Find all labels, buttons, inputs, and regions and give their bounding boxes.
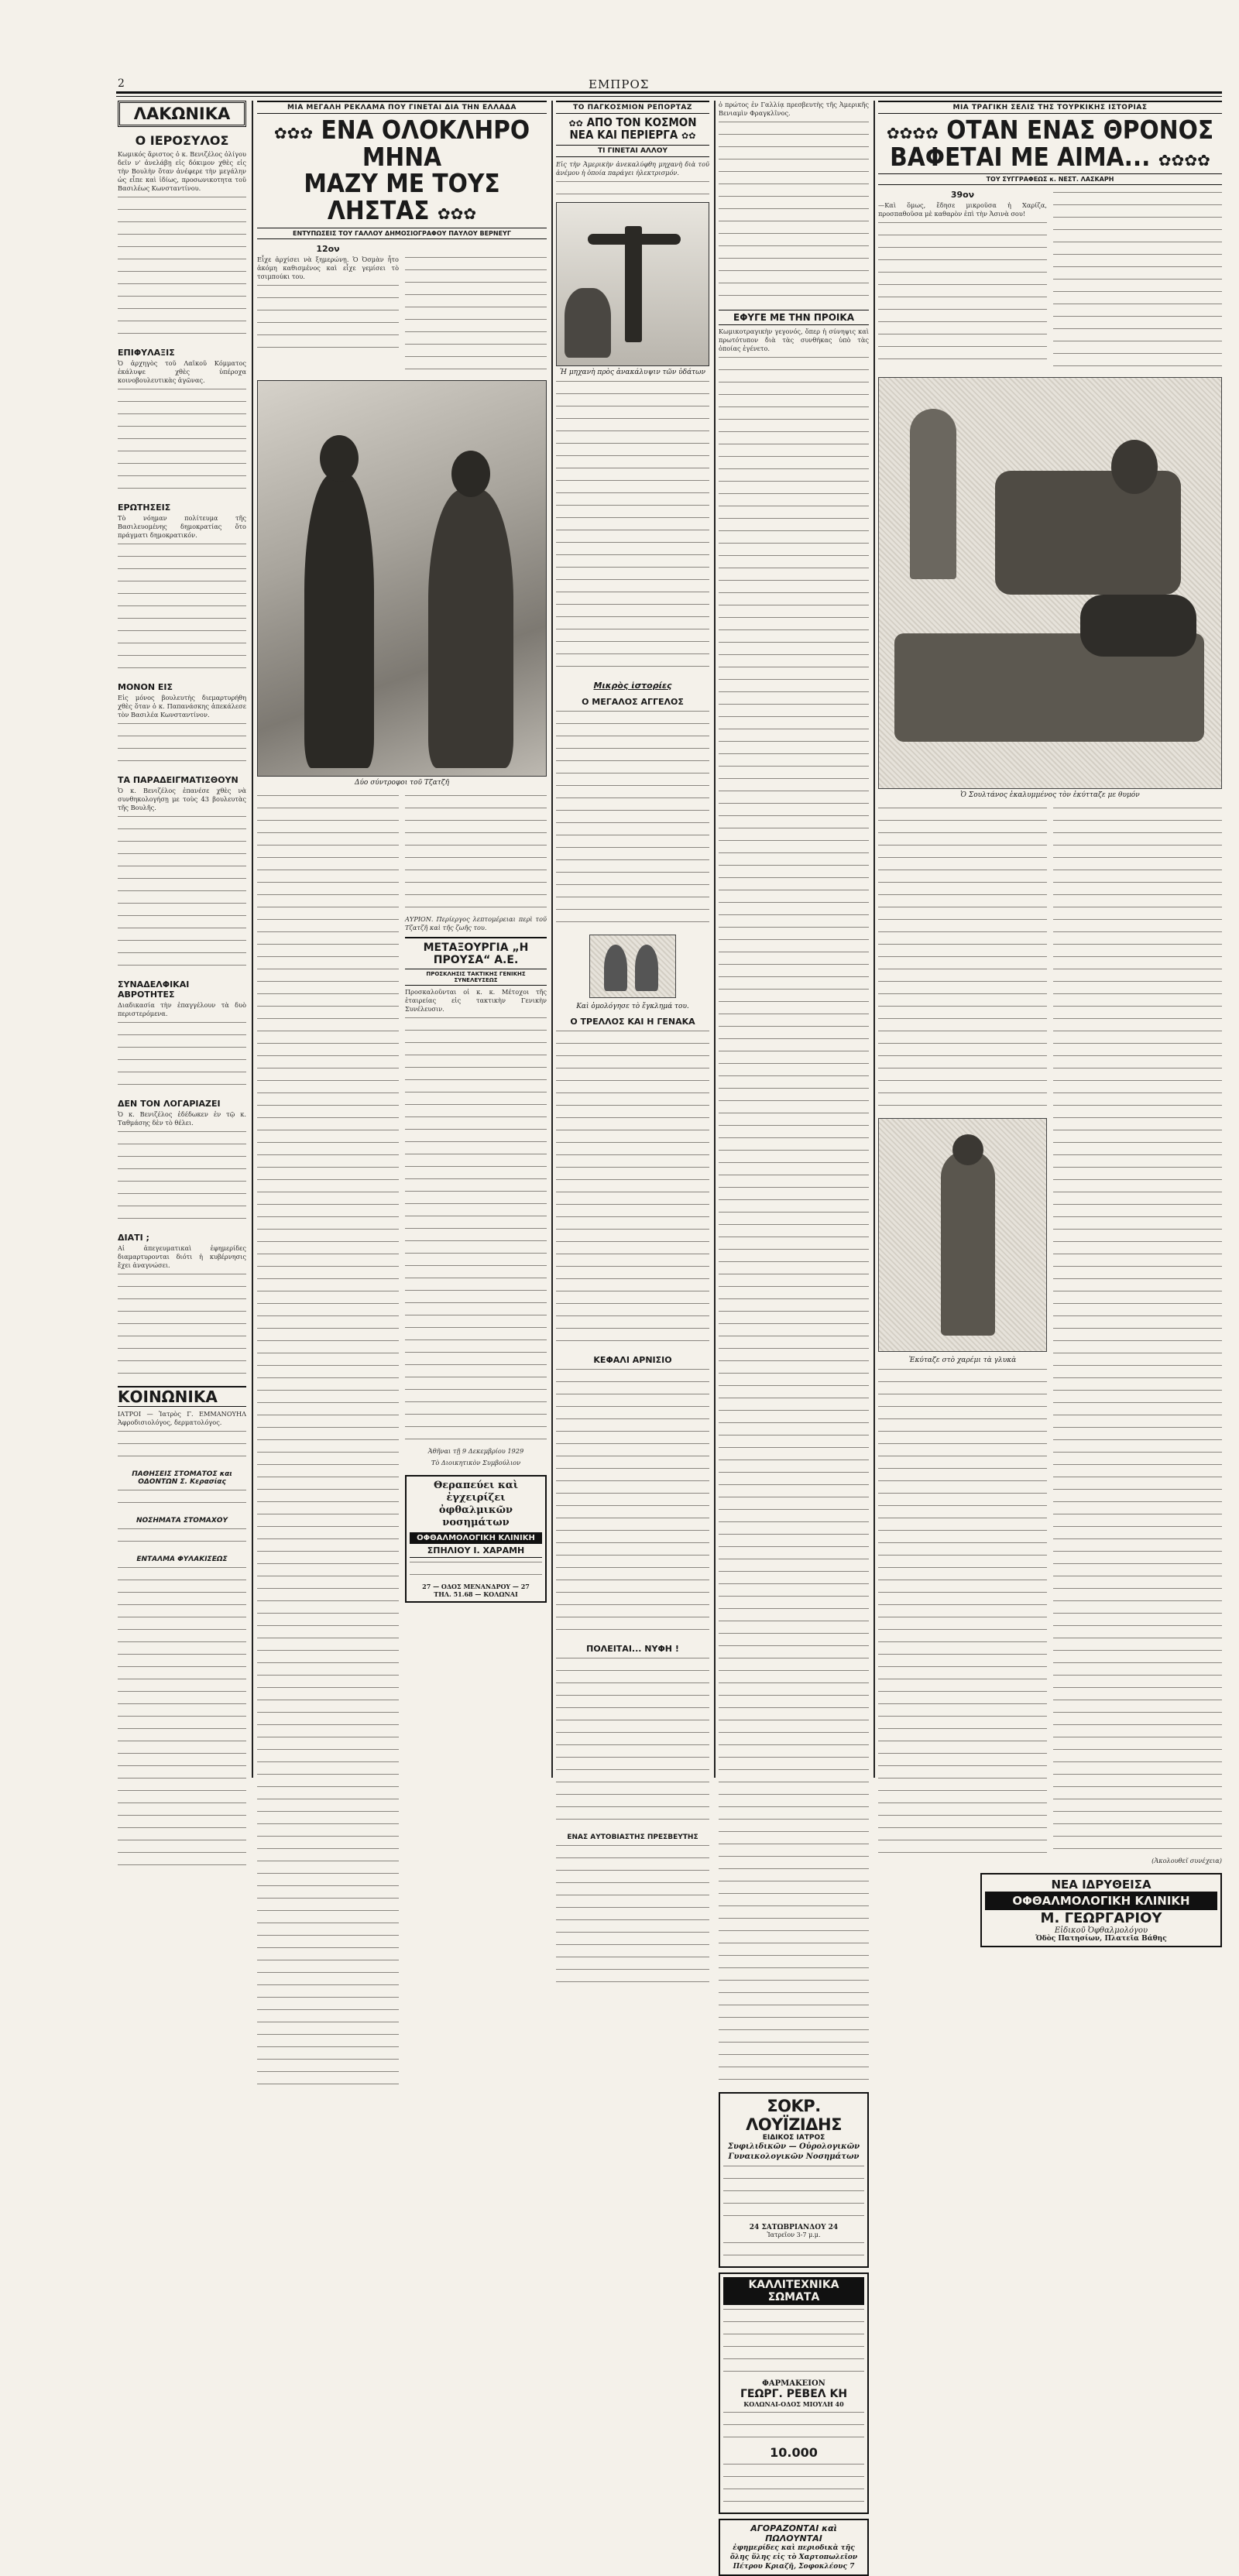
clinic-ad-phone: ΤΗΛ. 51.68 — ΚΟΛΩΝΑΙ xyxy=(434,1590,518,1598)
section-title: ΣΥΝΑΔΕΛΦΙΚΑΙ ΑΒΡΟΤΗΤΕΣ xyxy=(118,979,190,1000)
section-title: Ο ΙΕΡΟΣΥΛΟΣ xyxy=(135,133,229,148)
kicker: ΜΙΑ ΜΕΓΑΛΗ ΡΕΚΛΑΜΑ ΠΟΥ ΓΙΝΕΤΑΙ ΔΙΑ ΤΗΝ ΕΛΛΑΔΑ xyxy=(257,101,547,114)
headline-line-1: ✿✿ ΑΠΟ ΤΟΝ ΚΟΣΜΟΝ xyxy=(568,115,697,129)
section-lead: Ὁ κ. Βενιζέλος ἐπανέσε χθὲς νὰ συνθηκολογήσῃ με τοὺς 43 βουλευτὰς τῆς Βουλῆς. xyxy=(118,787,246,811)
photo-caption: Δύο σύντροφοι τοῦ Τζατζῆ xyxy=(354,778,450,787)
doctor-title: ΕΙΔΙΚΟΣ ΙΑΤΡΟΣ xyxy=(762,2134,825,2142)
masthead-rule-thin xyxy=(116,96,1222,97)
company-ad-signoff: Τὸ Διοικητικὸν Συμβούλιον xyxy=(431,1458,521,1466)
kicker: ΜΙΑ ΤΡΑΓΙΚΗ ΣΕΛΙΣ ΤΗΣ ΤΟΥΡΚΙΚΗΣ ΙΣΤΟΡΙΑΣ xyxy=(878,101,1222,114)
section-title: ΕΠΙΦΥΛΑΞΙΣ xyxy=(118,348,175,358)
newspaper-title: ΕΜΠΡΟΣ xyxy=(589,77,650,91)
headline-line-2: ΝΕΑ ΚΑΙ ΠΕΡΙΕΡΓΑ ✿✿ xyxy=(569,127,696,142)
col4-lead: ὁ πρώτος ἐν Γαλλίᾳ πρεσβευτὴς τῆς Ἀμερικῆς Βενιαμὶν Φραγκλῖνος. xyxy=(719,101,869,117)
subhead: ΤΙ ΓΙΝΕΤΑΙ ΑΛΛΟΥ xyxy=(556,145,709,157)
column-divider xyxy=(873,101,875,1778)
section-title: ΚΕΦΑΛΙ ΑΡΝΙΣΙΟ xyxy=(593,1354,672,1365)
illustration-caption: Ὁ Σουλτάνος ἐκαλυμμένος τὸν ἐκύτταζε με θυμόν xyxy=(960,791,1140,800)
headline-text-2: ΜΑΖΥ ΜΕ ΤΟΥΣ ΛΗΣΤΑΣ xyxy=(304,168,500,225)
kicker: ΤΟ ΠΑΓΚΟΣΜΙΟΝ ΡΕΠΟΡΤΑΖ xyxy=(556,101,709,114)
company-ad-date: Ἀθῆναι τῇ 9 Δεκεμβρίου 1929 xyxy=(427,1446,524,1455)
section-lead: Κωμικός ἄριστος ὁ κ. Βενιζέλος ὀλίγου δεῖν ν' ἀνελάβῃ εἰς δόκιμον χθὲς εἰς τὴν Βουλὴν ὅταν ἀνέφερε τὴν μεγάλην ὡς εἶπε καὶ ἰδίως, προσωνικοτητα τοῦ Βασιλέως Κωνσταντίνου. xyxy=(118,150,246,192)
section-title: ΕΡΩΤΗΣΕΙΣ xyxy=(118,503,171,513)
section-lead: Διαδικασία τὴν ἐπαγγέλουν τὰ δυὸ περιστερόμενα. xyxy=(118,1001,246,1017)
column-divider xyxy=(551,101,553,1778)
bandits-photo xyxy=(257,380,547,777)
clinic-address: Ὁδὸς Πατησίων, Πλατεῖα Βάθης xyxy=(1035,1935,1167,1943)
clinic-ad-name: ΟΦΘΑΛΜΟΛΟΓΙΚΗ ΚΛΙΝΙΚΗ xyxy=(410,1532,542,1544)
story-lead: Εἶχε ἀρχίσει νὰ ξημερώνῃ. Ὁ Ὀσμὰν ἦτο ἀκόμη καθισμένος καὶ εἶχε γεμίσει τὸ τσιμπούκι του. xyxy=(257,255,399,280)
clinic-title: ΟΦΘΑΛΜΟΛΟΓΙΚΗ ΚΛΙΝΙΚΗ xyxy=(985,1892,1217,1910)
pharmacy-ad xyxy=(719,2272,869,2514)
subhead: ΕΝΤΥΠΩΣΕΙΣ ΤΟΥ ΓΑΛΛΟΥ ΔΗΜΟΣΙΟΓΡΑΦΟΥ ΠΑΥΛΟΥ ΒΕΡΝΕΥΓ xyxy=(257,228,547,239)
section-title: ΔΙΑΤΙ ; xyxy=(118,1233,149,1243)
ad-title: ΠΑΘΗΣΕΙΣ ΣΤΟΜΑΤΟΣ και ΟΔΟΝΤΩΝ Σ. Κερασίας xyxy=(132,1470,232,1486)
headline-line-2: ΒΑΦΕΤΑΙ ΜΕ ΑΙΜΑ... ✿✿✿✿ xyxy=(890,141,1210,172)
subhead: ΤΟΥ ΣΥΓΓΡΑΦΕΩΣ κ. ΝΕΣΤ. ΛΑΣΚΑΡΗ xyxy=(878,173,1222,185)
section-lead: Ὁ κ. Βενιζέλος ἐδέδωκεν ἐν τῷ κ. Ταθμάσης δὲν τὸ θέλει. xyxy=(118,1110,246,1127)
section-title: Ο ΤΡΕΛΛΟΣ ΚΑΙ Η ΓΕΝΑΚΑ xyxy=(570,1016,695,1027)
installment: 12ον xyxy=(316,243,340,254)
clinic-doctor: Μ. ΓΕΩΡΓΑΡΙΟΥ xyxy=(1040,1910,1162,1927)
column-divider xyxy=(252,101,253,1778)
story-ending: ΑΥΡΙΟΝ. Περίεργος λεπτομέρειαι περὶ τοῦ Τζατζῆ καὶ τῆς ζωῆς του. xyxy=(405,914,547,931)
company-ad-lead: Προσκαλοῦνται οἱ κ. κ. Μέτοχοι τῆς ἑταιρείας εἰς τακτικὴν Γενικὴν Συνέλευσιν. xyxy=(405,987,547,1013)
doctor-address: 24 ΣΑΤΩΒΡΙΑΝΔΟΥ 24 xyxy=(749,2224,839,2231)
section-lead: Εἰς μόνος βουλευτὴς διεμαρτυρήθη χθὲς ὅταν ὁ κ. Παπανάσκης ἀπεκάλεσε τὸν Βασιλέα Κωνσταντίνον. xyxy=(118,694,246,719)
buy-sell-title: ΑΓΟΡΑΖΟΝΤΑΙ καὶ ΠΩΛΟΥΝΤΑΙ xyxy=(750,2523,837,2543)
pharmacy-name: ΦΑΡΜΑΚΕΙΟΝ xyxy=(762,2379,825,2388)
koinonika-banner: ΚΟΙΝΩΝΙΚΑ xyxy=(118,1386,246,1407)
section-lead: Ὁ ἀρχηγὸς τοῦ Λαϊκοῦ Κόμματος ἐκάλυψε χθὲς ὑπέροχα κοινοβουλευτικὰς ἀγῶνας. xyxy=(118,359,246,384)
installment: 39ον xyxy=(950,190,975,201)
page-number: 2 xyxy=(118,77,125,90)
headline-text-1: ΟΤΑΝ ΕΝΑΣ ΘΡΟΝΟΣ xyxy=(946,115,1214,145)
lakonika-banner: ΛΑΚΩΝΙΚΑ xyxy=(118,101,246,127)
doctor-ad xyxy=(719,2092,869,2268)
story-lead: —Καὶ ὅμως, ἔδησε μικροῦσα ἡ Χαρίζα, προσπαθοῦσα μὲ καθαρὸν ἐπὶ τὴν Ἀσινὰ σου! xyxy=(878,201,1047,218)
section-title: ΠΟΛΕΙΤΑΙ... ΝΥΦΗ ! xyxy=(586,1643,679,1654)
column-dowry-ads xyxy=(719,101,869,2571)
column-lakonika xyxy=(118,101,246,1773)
section-title: ΕΝΑΣ ΑΥΤΟΒΙΑΣΤΗΣ ΠΡΕΣΒΕΥΤΗΣ xyxy=(567,1833,698,1841)
headline-line-1: ✿✿✿✿ ΟΤΑΝ ΕΝΑΣ ΘΡΟΝΟΣ xyxy=(886,115,1214,145)
headline-text-2: ΝΕΑ ΚΑΙ ΠΕΡΙΕΡΓΑ xyxy=(569,127,678,142)
doctor-specialty: Συφιλιδικῶν — Οὐρολογικῶν Γυναικολογικῶν Νοσημάτων xyxy=(727,2142,860,2161)
company-ad-subtitle: ΠΡΟΣΚΛΗΣΙΣ ΤΑΚΤΙΚΗΣ ΓΕΝΙΚΗΣ ΣΥΝΕΛΕΥΣΕΩΣ xyxy=(405,969,547,986)
eye-clinic-ad xyxy=(405,1475,547,1603)
clinic-ad-address: 27 — ΟΔΟΣ ΜΕΝΑΝΔΡΟΥ — 27 xyxy=(422,1582,530,1590)
section-title: ΔΕΝ ΤΟΝ ΛΟΓΑΡΙΑΖΕΙ xyxy=(118,1099,221,1109)
headline-line-1: ✿✿✿ ΕΝΑ ΟΛΟΚΛΗΡΟ ΜΗΝΑ xyxy=(273,115,530,172)
clinic-kicker: ΝΕΑ ΙΔΡΥΘΕΙΣΑ xyxy=(1051,1878,1151,1892)
buy-sell-text: ἐφημερίδες καὶ περιοδικὰ τῆς ὅλης ὕλης εἰς τὸ Χαρτοπωλεῖον Πέτρου Κριαζῆ, Σοφοκλέους 7 xyxy=(729,2544,858,2571)
headline-text-1: ΕΝΑ ΟΛΟΚΛΗΡΟ ΜΗΝΑ xyxy=(321,115,530,172)
headline-line-2: ΜΑΖΥ ΜΕ ΤΟΥΣ ΛΗΣΤΑΣ ✿✿✿ xyxy=(304,168,500,225)
section-lead: Τὸ νόημαν πολίτευμα τῆς Βασιλευομένης δημοκρατίας ὅτο πράγματι δημοκρατικόν. xyxy=(118,514,246,539)
doctor-name: ΣΟΚΡ. ΛΟΥΪΖΙΔΗΣ xyxy=(746,2097,842,2134)
children-illustration xyxy=(589,935,676,998)
section-lead: Αἱ ἀπεγευματικαὶ ἐφημερίδες διαμαρτυρονται διότι ἡ κυβέρνησις ἔχει ἀναγνώσει. xyxy=(118,1244,246,1269)
illustration-caption-2: Ἐκύταζε στὸ χαρέμι τὰ γλυκὰ xyxy=(908,1357,1017,1365)
section-title: Ο ΜΕΓΑΛΟΣ ΑΓΓΕΛΟΣ xyxy=(582,696,684,707)
photo-caption: Ἡ μηχανὴ πρὸς ἀνακάλυψιν τῶν ὑδάτων xyxy=(560,368,705,376)
machine-photo xyxy=(556,202,709,366)
clinic-ad-line: Θεραπεύει καὶ ἐγχειρίζει ὀφθαλμικῶν νοσημάτων xyxy=(433,1479,519,1528)
sultan-illustration xyxy=(878,377,1222,789)
world-lead: Εἰς τὴν Ἀμερικὴν ἀνεκαλύφθη μηχανὴ διὰ τοῦ ἀνέμου ἡ ὁποία παράγει ἠλεκτρισμόν. xyxy=(556,159,709,177)
section-title: ΜΟΝΟΝ ΕΙΣ xyxy=(118,682,173,692)
buy-sell-ad xyxy=(719,2519,869,2576)
micro-stories-title: Μικρὸς ἱστορίες xyxy=(593,680,672,691)
harem-illustration xyxy=(878,1118,1047,1352)
section-title: ΤΑ ΠΑΡΑΔΕΙΓΜΑΤΙΣΘΟΥΝ xyxy=(118,775,239,785)
doctor-hours: Ἰατρεῖον 3-7 μ.μ. xyxy=(767,2231,821,2238)
column-world-news xyxy=(556,101,709,1841)
headline-text-2: ΒΑΦΕΤΑΙ ΜΕ ΑΙΜΑ... xyxy=(890,141,1151,172)
column-divider xyxy=(714,101,716,1778)
eye-clinic-ad-2 xyxy=(980,1873,1222,1947)
clinic-role: Εἰδικοῦ Ὀφθαλμολόγου xyxy=(1054,1926,1148,1936)
to-be-continued: (Ἀκολουθεῖ συνέχεια) xyxy=(1151,1857,1222,1865)
section-lead: Κωμικοτραγικὴν γεγονός, ὅπερ ἡ σύνηψις καὶ πρωτότυπον διὰ τὰς συνθήκας ὑπὸ τὰς ὁποίας ἐγένετο. xyxy=(719,328,869,352)
pharmacy-owner: ΓΕΩΡΓ. ΡΕΒΕΛ ΚΗ xyxy=(740,2388,848,2400)
section-title: ΕΦΥΓΕ ΜΕ ΤΗΝ ΠΡΟΙΚΑ xyxy=(719,310,869,325)
koinonika-lead: ΙΑΤΡΟΙ — Ἰατρὸς Γ. ΕΜΜΑΝΟΥΗΛ Ἀφροδισιολόγος, δερματολόγος. xyxy=(118,1410,246,1426)
notice-title: ΕΝΤΑΛΜΑ ΦΥΛΑΚΙΣΕΩΣ xyxy=(136,1556,228,1563)
masthead-rule xyxy=(116,91,1222,94)
column-turkish-history xyxy=(878,101,1222,1943)
pharmacy-address: ΚΟΛΩΝΑΙ-ΟΔΟΣ ΜΙΟΥΛΗ 40 xyxy=(743,2400,844,2408)
column-bandits-story xyxy=(257,101,547,1773)
pharmacy-amount: 10.000 xyxy=(770,2445,818,2460)
illustration-caption: Καὶ ὁμολόγησε τὸ ἔγκλημά του. xyxy=(576,1002,689,1010)
clinic-ad-doctor: ΣΠΗΛΙΟΥ Ι. ΧΑΡΑΜΗ xyxy=(410,1544,542,1558)
ad-title: ΝΟΣΗΜΑΤΑ ΣΤΟΜΑΧΟΥ xyxy=(136,1517,228,1525)
headline-text-1: ΑΠΟ ΤΟΝ ΚΟΣΜΟΝ xyxy=(586,115,697,129)
company-ad-title: ΜΕΤΑΞΟΥΡΓΙΑ „Η ΠΡΟΥΣΑ“ Α.Ε. xyxy=(423,941,529,966)
pharmacy-ad-title: ΚΑΛΛΙΤΕΧΝΙΚΑ ΣΩΜΑΤΑ xyxy=(723,2277,864,2305)
